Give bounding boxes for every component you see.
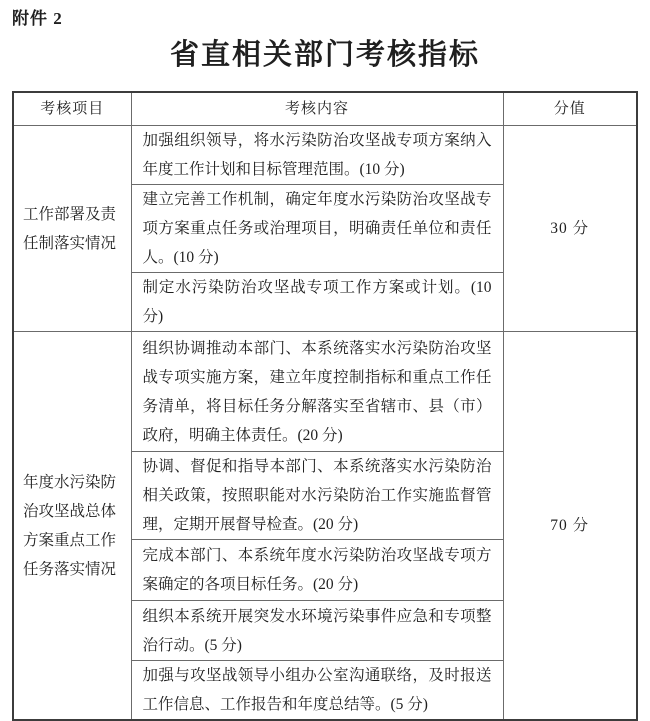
content-cell: 组织协调推动本部门、本系统落实水污染防治攻坚战专项实施方案，建立年度控制指标和重点工作任务清单，将目标任务分解落实至省辖市、县（市）政府，明确主体责任。(20 分) <box>131 332 503 452</box>
assessment-table <box>12 91 638 721</box>
table-row <box>13 126 637 185</box>
header-cell-score: 分值 <box>503 92 637 126</box>
header-cell-project: 考核项目 <box>13 92 131 126</box>
score-cell-group1: 30 分 <box>503 126 637 332</box>
project-cell-group2: 年度水污染防治攻坚战总体方案重点工作任务落实情况 <box>13 332 131 721</box>
score-cell-group2: 70 分 <box>503 332 637 721</box>
page-title: 省直相关部门考核指标 <box>169 39 480 71</box>
attachment-label: 附件 2 <box>12 9 63 28</box>
content-cell: 完成本部门、本系统年度水污染防治攻坚战专项方案确定的各项目标任务。(20 分) <box>131 540 503 601</box>
content-cell: 组织本系统开展突发水环境污染事件应急和专项整治行动。(5 分) <box>131 601 503 661</box>
content-cell: 建立完善工作机制，确定年度水污染防治攻坚战专项方案重点任务或治理项目，明确责任单位和责任人。(10 分) <box>131 185 503 273</box>
table-row <box>13 332 637 452</box>
content-cell: 协调、督促和指导本部门、本系统落实水污染防治相关政策，按照职能对水污染防治工作实施监督管理，定期开展督导检查。(20 分) <box>131 452 503 540</box>
project-cell-group1: 工作部署及责任制落实情况 <box>13 126 131 332</box>
header-cell-content: 考核内容 <box>131 92 503 126</box>
content-cell: 制定水污染防治攻坚战专项工作方案或计划。(10 分) <box>131 273 503 332</box>
content-cell: 加强与攻坚战领导小组办公室沟通联络，及时报送工作信息、工作报告和年度总结等。(5 分) <box>131 661 503 721</box>
table-header-row <box>13 92 637 126</box>
content-cell: 加强组织领导，将水污染防治攻坚战专项方案纳入年度工作计划和目标管理范围。(10 分) <box>131 126 503 185</box>
